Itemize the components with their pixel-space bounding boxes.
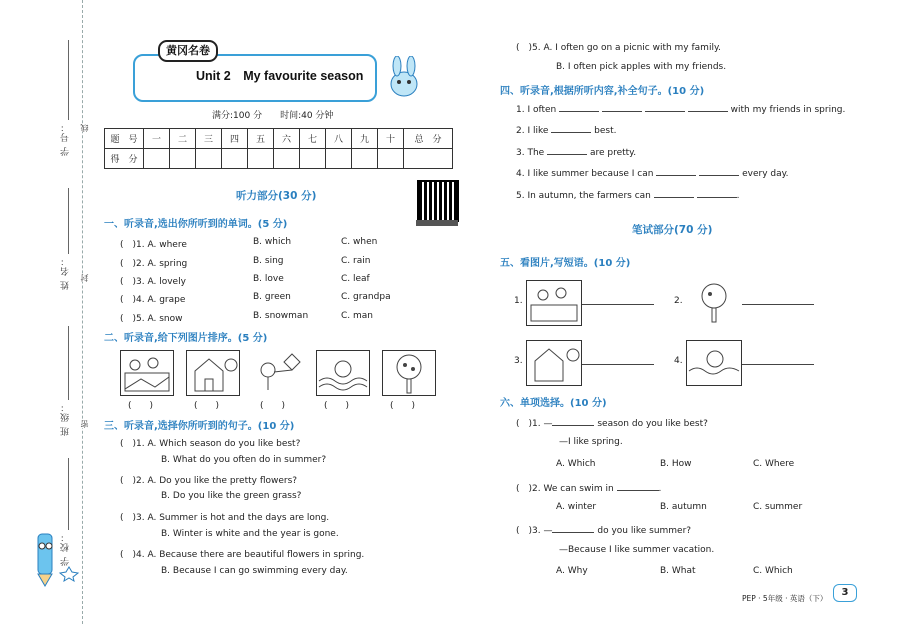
score-table-header-cell: 二 <box>170 129 196 149</box>
s6-q1: ( )1. — season do you like best? <box>516 419 708 429</box>
s1-q3: ( )3. A. lovely <box>120 277 186 287</box>
question-end: . <box>658 484 662 494</box>
q-num: )5. <box>528 43 541 53</box>
student-id-line <box>68 40 69 120</box>
pencil-mascot-icon <box>28 528 62 588</box>
score-row-label: 得 分 <box>105 149 144 169</box>
section-6-title: 六、单项选择。(10 分) <box>500 398 607 409</box>
student-id-label: 学 号： <box>61 122 71 156</box>
score-table <box>104 128 453 169</box>
qr-caption-bar <box>416 220 458 226</box>
answer-blank[interactable] <box>654 197 694 198</box>
option-a[interactable]: A. Which season do you like best? <box>147 439 301 449</box>
score-cell[interactable] <box>248 149 274 169</box>
picture-3-kite-boy <box>252 350 304 394</box>
s4-q3 <box>516 148 636 158</box>
s3-q3: ( )3. A. Summer is hot and the days are long. <box>120 513 330 523</box>
section-2-title: 二、听录音,给下列图片排序。(5 分) <box>104 333 268 344</box>
option-a[interactable]: A. spring <box>147 259 188 269</box>
picture-5-apple-tree <box>382 350 436 396</box>
answer-blank[interactable] <box>559 111 599 112</box>
option-c[interactable]: C. Where <box>753 459 795 469</box>
option-a[interactable]: A. Do you like the pretty flowers? <box>147 476 298 486</box>
cut-word-secret: 密 <box>80 420 89 428</box>
answer-blank[interactable] <box>697 197 737 198</box>
option-a[interactable]: A. Summer is hot and the days are long. <box>147 513 330 523</box>
score-table-header-cell: 四 <box>222 129 248 149</box>
s3-q2: ( )2. A. Do you like the pretty flowers? <box>120 476 298 486</box>
option-b[interactable]: B. Winter is white and the year is gone. <box>161 529 339 539</box>
answer-blank[interactable] <box>552 532 594 533</box>
answer-blank[interactable] <box>547 154 587 155</box>
dialog-answer: —Because I like summer vacation. <box>559 545 715 555</box>
q-num: )2. <box>132 476 145 486</box>
option-b[interactable]: B. Do you like the green grass? <box>161 491 302 501</box>
option-a[interactable]: A. Because there are beautiful flowers in spring. <box>147 550 365 560</box>
score-table-header-cell: 六 <box>274 129 300 149</box>
s5-picture-2-apple-tree <box>686 280 740 324</box>
option-b[interactable]: B. snowman <box>253 311 309 321</box>
brand-logo: 黄冈名卷 <box>158 40 218 62</box>
option-b[interactable]: B. What do you often do in summer? <box>161 455 327 465</box>
class-label: 班 级： <box>61 402 71 436</box>
score-cell[interactable] <box>196 149 222 169</box>
option-b[interactable]: B. sing <box>253 256 284 266</box>
picture-number: 2. <box>674 296 683 306</box>
option-a[interactable]: A. lovely <box>147 277 186 287</box>
score-table-header-cell: 一 <box>144 129 170 149</box>
sentence-end: every day. <box>742 169 789 179</box>
option-b[interactable]: B. I often pick apples with my friends. <box>556 62 727 72</box>
cut-word-line: 线 <box>80 124 89 132</box>
name-line <box>68 188 69 254</box>
option-c[interactable]: C. summer <box>753 502 803 512</box>
school-line <box>68 458 69 530</box>
score-table-header-cell: 总 分 <box>404 129 453 149</box>
score-table-header-cell: 七 <box>300 129 326 149</box>
order-blank-1[interactable]: ( ) <box>128 401 154 411</box>
answer-blank[interactable] <box>645 111 685 112</box>
s1-q2: ( )2. A. spring <box>120 259 188 269</box>
q-num: )1. <box>132 240 145 250</box>
s5-answer-line-1[interactable] <box>582 304 654 305</box>
q-num: )4. <box>132 550 145 560</box>
s6-q2: ( )2. We can swim in . <box>516 484 662 494</box>
answer-blank[interactable] <box>551 132 591 133</box>
rabbit-mascot-icon <box>384 56 424 102</box>
score-table-header-cell: 三 <box>196 129 222 149</box>
question-start: )3. — <box>528 526 553 536</box>
score-table-header-cell: 九 <box>352 129 378 149</box>
sentence-end: with my friends in spring. <box>730 105 846 115</box>
option-a[interactable]: A. where <box>147 240 187 250</box>
s5-answer-line-2[interactable] <box>742 304 814 305</box>
question-end: do you like summer? <box>597 526 692 536</box>
q-num: )2. <box>132 259 145 269</box>
answer-blank[interactable] <box>699 175 739 176</box>
dialog-answer: —I like spring. <box>559 437 623 447</box>
option-c[interactable]: C. man <box>341 311 373 321</box>
score-cell[interactable] <box>222 149 248 169</box>
score-table-header-cell: 十 <box>378 129 404 149</box>
option-a[interactable]: A. I often go on a picnic with my family. <box>543 43 721 53</box>
sentence-start: 4. I like summer because I can <box>516 169 654 179</box>
picture-4-swimming <box>316 350 370 396</box>
order-blank-5[interactable]: ( ) <box>390 401 416 411</box>
answer-blank[interactable] <box>552 425 594 426</box>
school-label: 学 校： <box>61 532 71 566</box>
s5-picture-3-farm <box>526 340 582 386</box>
option-b[interactable]: B. How <box>660 459 692 469</box>
score-cell[interactable] <box>326 149 352 169</box>
unit-title: Unit 2 My favourite season <box>196 69 364 83</box>
score-cell[interactable] <box>404 149 453 169</box>
option-b[interactable]: B. What <box>660 566 696 576</box>
section-1-title: 一、听录音,选出你所听到的单词。(5 分) <box>104 219 288 230</box>
s3-q4: ( )4. A. Because there are beautiful flowers in spring. <box>120 550 365 560</box>
option-c[interactable]: C. rain <box>341 256 371 266</box>
option-c[interactable]: C. grandpa <box>341 292 391 302</box>
option-c[interactable]: C. leaf <box>341 274 370 284</box>
answer-blank[interactable] <box>602 111 642 112</box>
option-b[interactable]: B. which <box>253 237 292 247</box>
order-blank-2[interactable]: ( ) <box>194 401 220 411</box>
sentence-start: 2. I like <box>516 126 549 136</box>
q-num: )4. <box>132 295 145 305</box>
sentence-end: are pretty. <box>589 148 637 158</box>
s5-picture-4-swimming <box>686 340 742 386</box>
question-end: season do you like best? <box>597 419 708 429</box>
class-line <box>68 326 69 400</box>
picture-2-farm <box>186 350 240 396</box>
binding-dashed-line <box>82 0 83 624</box>
q-num: )1. <box>132 439 145 449</box>
order-blank-3[interactable]: ( ) <box>260 401 286 411</box>
option-c[interactable]: C. when <box>341 237 378 247</box>
sentence-start: 5. In autumn, the farmers can <box>516 191 651 201</box>
option-a[interactable]: A. grape <box>147 295 186 305</box>
s6-q3: ( )3. — do you like summer? <box>516 526 692 536</box>
section-4-title: 四、听录音,根据所听内容,补全句子。(10 分) <box>500 86 705 97</box>
option-a[interactable]: A. snow <box>147 314 183 324</box>
q-num: )3. <box>132 513 145 523</box>
picture-number: 1. <box>514 296 523 306</box>
cut-word-seal: 封 <box>80 274 89 282</box>
score-cell[interactable] <box>144 149 170 169</box>
listening-part-title: 听力部分(30 分) <box>236 190 317 202</box>
sentence-start: 1. I often <box>516 105 557 115</box>
picture-number: 4. <box>674 356 683 366</box>
qr-code-icon[interactable] <box>417 180 459 222</box>
option-a[interactable]: A. winter <box>556 502 597 512</box>
s1-q1: ( )1. A. where <box>120 240 187 250</box>
score-table-header-cell: 八 <box>326 129 352 149</box>
s5-answer-line-3[interactable] <box>582 364 654 365</box>
option-a[interactable]: A. Which <box>556 459 596 469</box>
s3-q5: ( )5. A. I often go on a picnic with my family. <box>516 43 721 53</box>
s1-q5: ( )5. A. snow <box>120 314 183 324</box>
picture-number: 3. <box>514 356 523 366</box>
option-c[interactable]: C. Which <box>753 566 793 576</box>
q-num: )5. <box>132 314 145 324</box>
order-blank-4[interactable]: ( ) <box>324 401 350 411</box>
option-b[interactable]: B. love <box>253 274 284 284</box>
section-3-title: 三、听录音,选择你所听到的句子。(10 分) <box>104 421 295 432</box>
s1-q4: ( )4. A. grape <box>120 295 186 305</box>
option-b[interactable]: B. autumn <box>660 502 707 512</box>
answer-blank[interactable] <box>656 175 696 176</box>
score-time-info: 满分:100 分 时间:40 分钟 <box>212 111 334 121</box>
s3-q1: ( )1. A. Which season do you like best? <box>120 439 301 449</box>
question-start: )1. — <box>528 419 553 429</box>
score-cell[interactable] <box>300 149 326 169</box>
s4-q2 <box>516 126 617 136</box>
s5-picture-1-picnic <box>526 280 582 326</box>
option-b[interactable]: B. green <box>253 292 291 302</box>
sentence-end: best. <box>594 126 617 136</box>
name-label: 姓 名： <box>61 256 71 290</box>
written-part-title: 笔试部分(70 分) <box>632 224 713 236</box>
footer-label: PEP · 5年级 · 英语（下） <box>742 594 828 603</box>
score-cell[interactable] <box>170 149 196 169</box>
s4-q5 <box>516 191 740 201</box>
score-table-header-cell: 五 <box>248 129 274 149</box>
q-num: )3. <box>132 277 145 287</box>
score-cell[interactable] <box>274 149 300 169</box>
s4-q4 <box>516 169 789 179</box>
score-cell[interactable] <box>378 149 404 169</box>
section-5-title: 五、看图片,写短语。(10 分) <box>500 258 631 269</box>
question-start: )2. We can swim in <box>528 484 614 494</box>
score-table-header-cell: 题 号 <box>105 129 144 149</box>
picture-1-picnic <box>120 350 174 396</box>
sentence-start: 3. The <box>516 148 545 158</box>
answer-blank[interactable] <box>688 111 728 112</box>
s4-q1 <box>516 105 845 115</box>
option-a[interactable]: A. Why <box>556 566 588 576</box>
option-b[interactable]: B. Because I can go swimming every day. <box>161 566 348 576</box>
star-deco-icon <box>58 566 80 582</box>
page-number: 3 <box>833 584 857 602</box>
sentence-end: . <box>736 191 740 201</box>
s5-answer-line-4[interactable] <box>742 364 814 365</box>
answer-blank[interactable] <box>617 490 659 491</box>
score-cell[interactable] <box>352 149 378 169</box>
